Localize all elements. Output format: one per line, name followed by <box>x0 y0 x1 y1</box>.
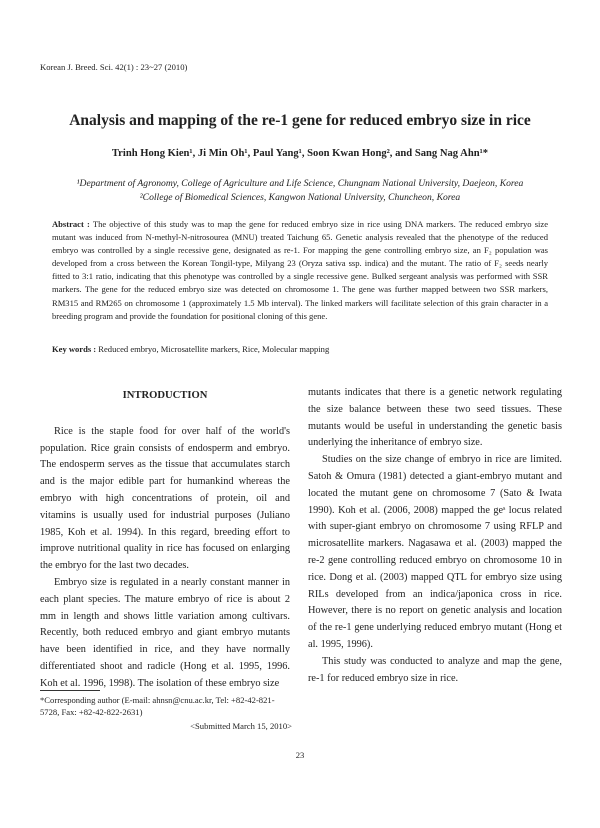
affiliation-2: ²College of Biomedical Sciences, Kangwon National University, Chuncheon, Korea <box>139 192 461 203</box>
keywords-label: Key words : <box>52 344 97 354</box>
page-number: 23 <box>295 750 305 760</box>
corresponding-author-footnote: *Corresponding author (E-mail: ahnsn@cnu.ac.kr, Tel: +82-42-821-5728, Fax: +82-42-822-2631) <box>40 695 275 718</box>
keywords <box>52 344 548 354</box>
abstract-label: Abstract : <box>52 219 90 229</box>
intro-paragraph-2: Embryo size is regulated in a nearly constant manner in each plant species. The mature embryo of rice is about 2 mm in length and shows little variation among cultivars. Recently, both reduced embryo and giant embryo mutants have been identified in rice, and they have normally differentiated shoot and radicle (Hong et al. 1995, 1996. Koh et al. 1996, 1998). The isolation of these embryo size <box>40 576 290 689</box>
intro-paragraph-3: mutants indicates that there is a genetic network regulating the size balance between these two seed tissues. These mutants would be useful in understanding the genetic basis underlying the inheritance of embryo size. <box>308 387 562 449</box>
intro-paragraph-1: Rice is the staple food for over half of the world's population. Rice grain consists of endosperm and embryo. The endosperm serves as the tissue that accumulates starch and is the major edible part for humankind whereas the embryo with high concentrations of protein, oil and vitamins is usually used for industrial purposes (Juliano 1985, Koh et al. 1994). In this regard, breeding effort to improve nutritional quality in rice has focused on enlarging the embryo for the last two decades. <box>40 425 290 572</box>
author-list: Trinh Hong Kien¹, Ji Min Oh¹, Paul Yang¹, Soon Kwan Hong², and Sang Nag Ahn¹* <box>111 148 489 159</box>
paper-title: Analysis and mapping of the re-1 gene for reduced embryo size in rice <box>69 112 531 129</box>
footnote-rule <box>40 690 100 691</box>
intro-paragraph-5: This study was conducted to analyze and map the gene, re-1 for reduced embryo size in rice. <box>308 655 562 684</box>
abstract <box>52 218 548 323</box>
keywords-text: Reduced embryo, Microsatellite markers, Rice, Molecular mapping <box>98 344 330 354</box>
affiliation-1: ¹Department of Agronomy, College of Agriculture and Life Science, Chungnam National University, Daejeon, Korea <box>76 178 524 189</box>
journal-citation: Korean J. Breed. Sci. 42(1) : 23~27 (2010) <box>40 62 188 72</box>
left-column <box>40 388 290 693</box>
right-column <box>308 385 562 687</box>
intro-paragraph-4: Studies on the size change of embryo in rice are limited. Satoh & Omura (1981) detected a giant-embryo mutant and located the mutant gene on chromosome 7 (Sato & Iwata 1990). Koh et al. (2006, 2008) mapped the geˢ locus related with super-giant embryo on chromosome 7 using RFLP and microsatellite markers. Nagasawa et al. (2003) mapped the re-2 gene controlling reduced embryo on chromosome 10 in rice. Dong et al. (2003) mapped QTL for embryo size using RILs developed from an indica/japonica cross in rice. However, there is no report on genetic analysis and location of the re-1 gene underlying reduced embryo mutant (Hong et al. 1995, 1996). <box>308 454 562 650</box>
abstract-text: The objective of this study was to map the gene for reduced embryo size in rice using DNA markers. The reduced embryo size mutant was induced from N-methyl-N-nitrosourea (MNU) treated Taichung 65. Genetic analysis revealed that the phenotype of the reduced embryo was controlled by a single recessive gene, designated as re-1. For mapping the gene controlling embryo size, an F₂ population was developed from a cross between the Korean Tongil-type, Milyang 23 (Oryza sativa ssp. indica) and the mutant. The ratio of F₂ seeds nearly fitted to 3:1 ratio, indicating that this phenotype was controlled by a single recessive gene. Bulked sergeant analysis was performed with SSR markers. The gene for the reduced embryo size was detected on chromosome 1. The gene was further mapped between two SSR markers, RM315 and RM265 on chromosome 1 (approximately 1.5 Mb interval). The linked markers will facilitate selection of this grain character in a breeding program and provide the foundation for positional cloning of this gene. <box>52 219 548 321</box>
introduction-heading: INTRODUCTION <box>122 390 208 401</box>
submission-date: <Submitted March 15, 2010> <box>190 721 292 731</box>
